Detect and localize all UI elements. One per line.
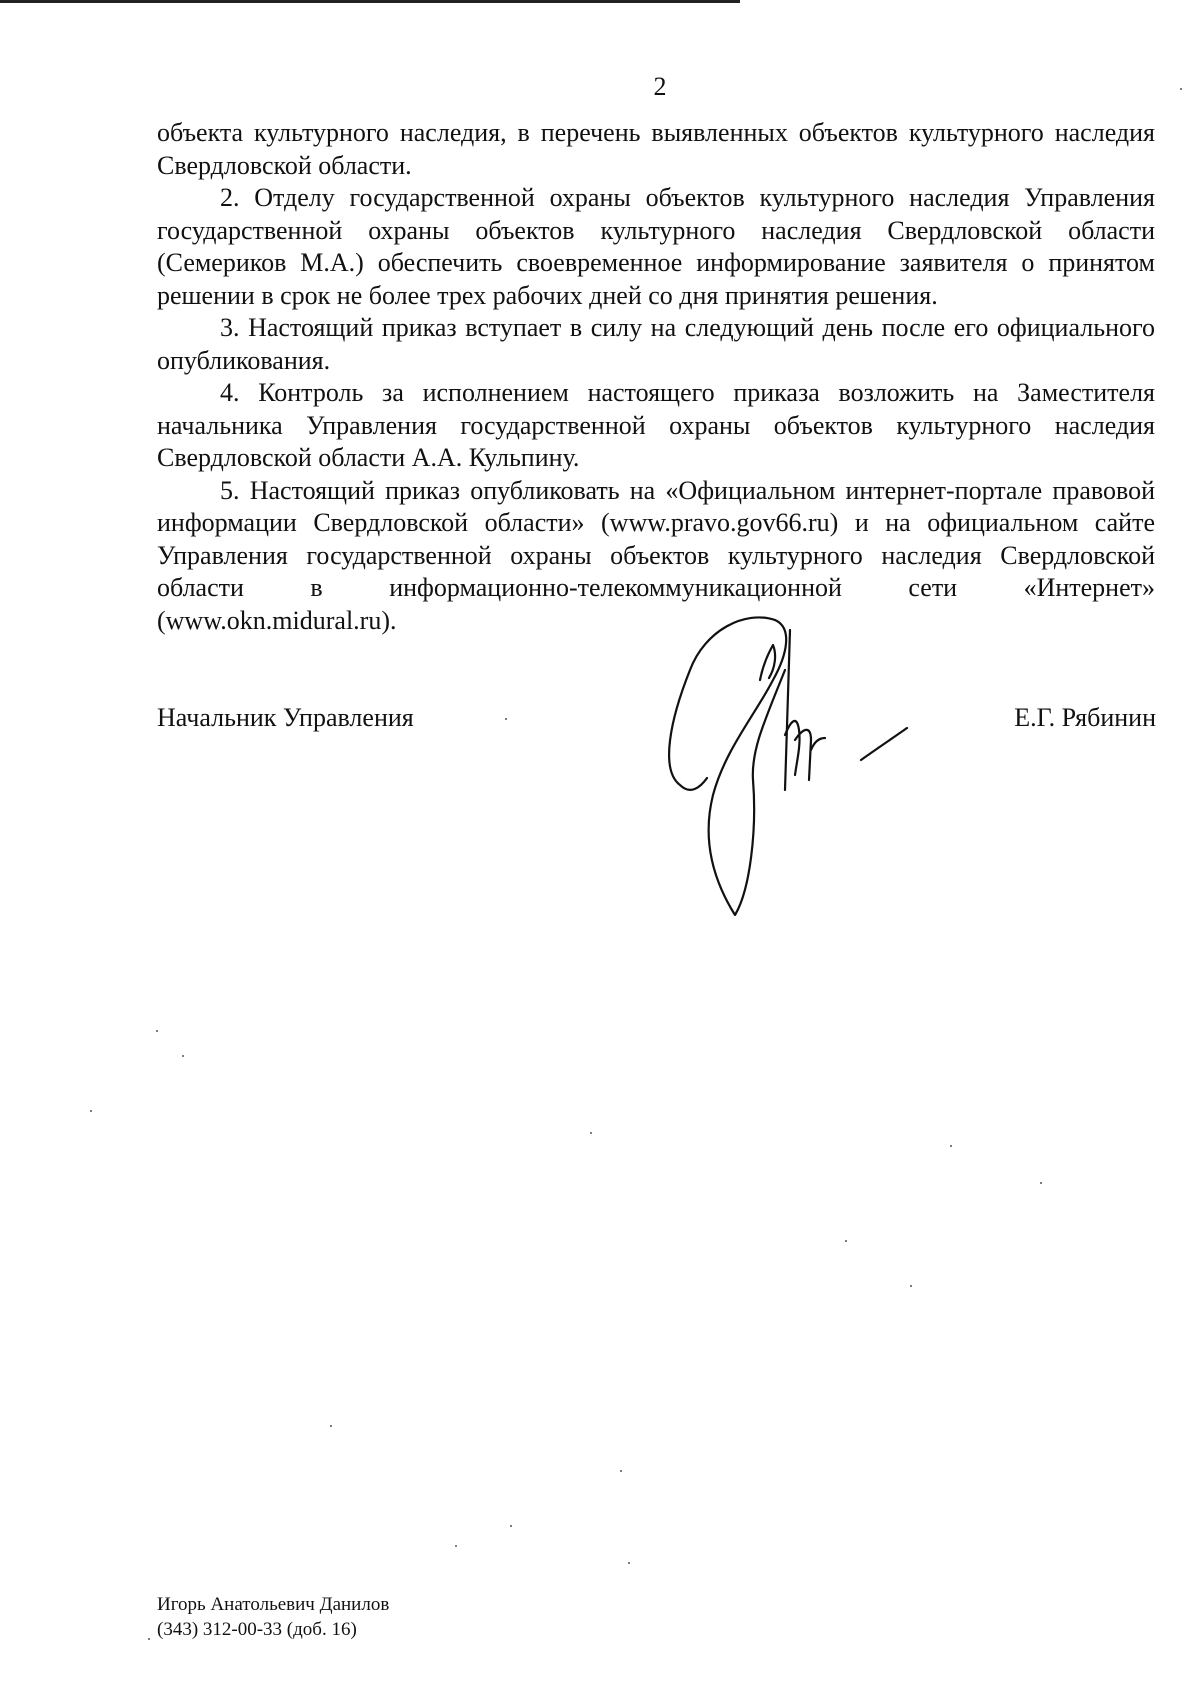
scan-speck: [156, 1030, 158, 1032]
scan-speck: [330, 1425, 332, 1427]
document-body: [157, 117, 1155, 637]
handwritten-signature: [665, 610, 920, 925]
scan-speck: [90, 1110, 92, 1112]
paragraph-4: 4. Контроль за исполнением настоящего приказа возложить на Заместителя начальника Управления государственной охраны объектов культурного наследия Свердловской области А.А. Кульпину.: [157, 378, 1155, 472]
paragraph-1-continuation: объекта культурного наследия, в перечень выявленных объектов культурного наследия Свердловской области.: [157, 118, 1155, 180]
paragraph-3: 3. Настоящий приказ вступает в силу на следующий день после его официального опубликования.: [157, 313, 1155, 375]
signatory-role: Начальник Управления: [157, 703, 414, 732]
paragraph-5: 5. Настоящий приказ опубликовать на «Официальном интернет-портале правовой информации Свердловской области» (www.pravo.gov66.ru) и на официальном сайте Управления государственной охраны объектов культурного наследия Свердловской области в информационно-телекоммуникационной сети «Интернет» (www.okn.midural.ru).: [157, 475, 1155, 635]
executor-footer: [157, 1592, 389, 1642]
scan-speck: [590, 1132, 592, 1134]
scan-speck: [148, 1638, 150, 1640]
scan-speck: [910, 1285, 912, 1287]
scan-speck: [628, 1562, 630, 1564]
scan-speck: [182, 1055, 184, 1057]
scan-speck: [620, 1470, 622, 1472]
scan-speck: [505, 718, 507, 720]
page-number: 2: [653, 72, 667, 101]
paragraph-2: 2. Отделу государственной охраны объектов культурного наследия Управления государственной охраны объектов культурного наследия Свердловской области (Семериков М.А.) обеспечить своевременное информирование заявителя о принятом решении в срок не более трех рабочих дней со дня принятия решения.: [157, 183, 1155, 310]
executor-phone: (343) 312-00-33 (доб. 16): [157, 1619, 357, 1640]
scan-speck: [510, 1525, 512, 1527]
scan-speck: [1040, 1182, 1042, 1184]
scan-speck: [1180, 88, 1182, 90]
top-edge-rule: [0, 0, 740, 3]
scan-speck: [845, 1240, 847, 1242]
scan-speck: [950, 1145, 952, 1147]
executor-name: Игорь Анатольевич Данилов: [157, 1594, 390, 1615]
scan-speck: [455, 1545, 457, 1547]
signatory-name: Е.Г. Рябинин: [1014, 703, 1156, 732]
